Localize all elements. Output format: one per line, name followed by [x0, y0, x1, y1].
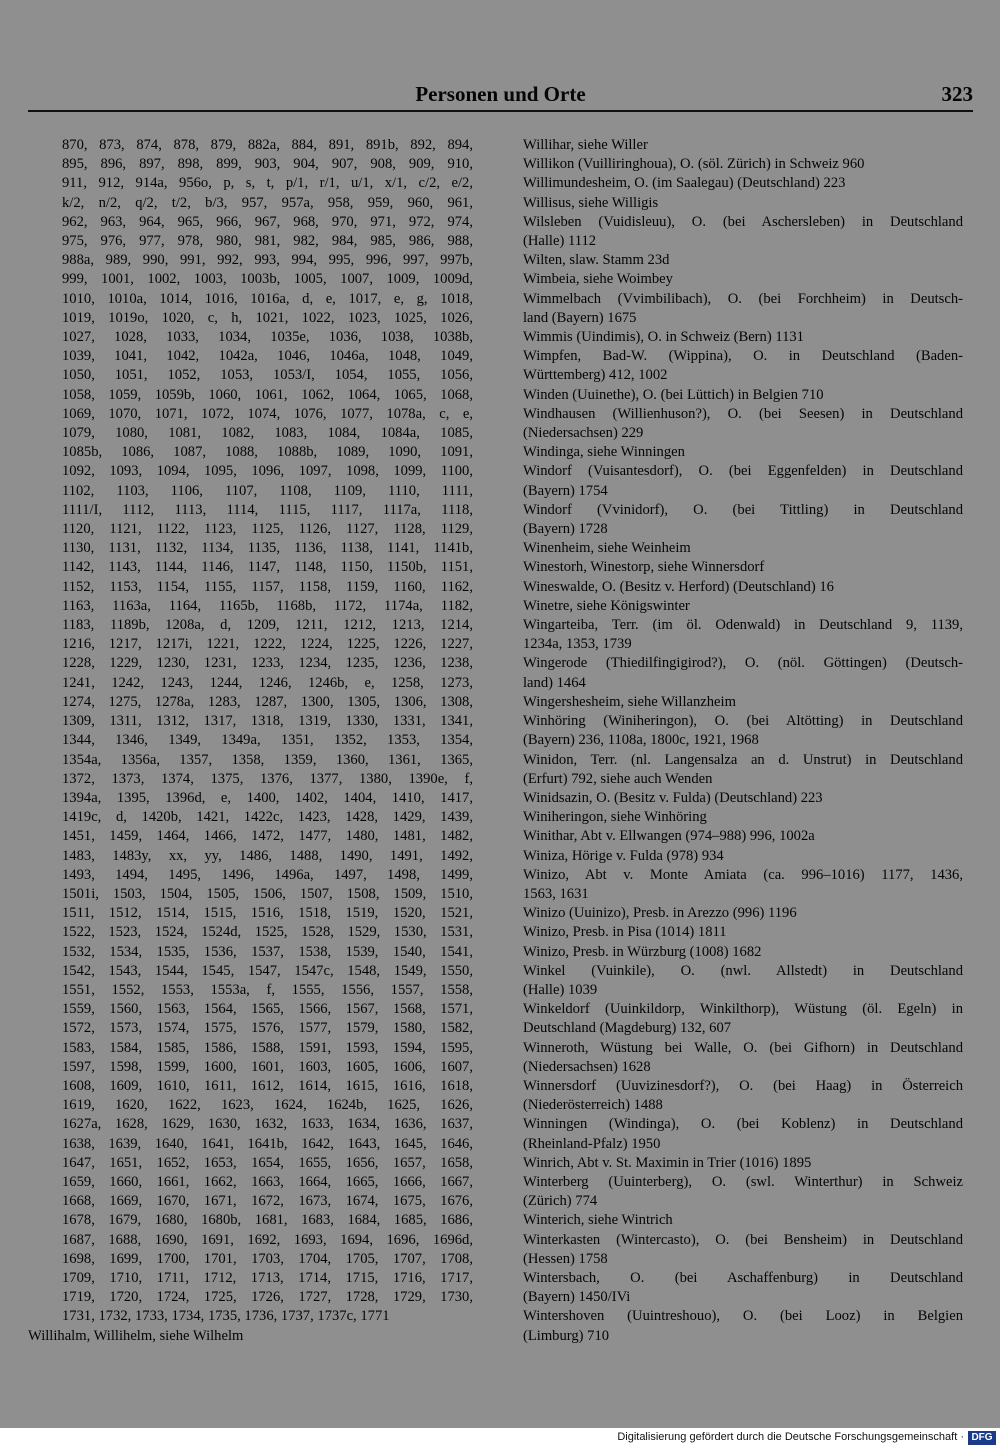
- reference-numbers-line: 1687, 1688, 1690, 1691, 1692, 1693, 1694, 1696, 1696d,: [62, 1231, 473, 1248]
- index-entry: [523, 213, 963, 251]
- index-entry-line: 1563, 1631: [523, 885, 589, 902]
- index-entry: [523, 347, 963, 385]
- reference-numbers-line: 1559, 1560, 1563, 1564, 1565, 1566, 1567, 1568, 1571,: [62, 1001, 473, 1018]
- index-entry-line: (Niedersachsen) 1628: [523, 1058, 651, 1075]
- reference-numbers-line: 1483, 1483y, xx, yy, 1486, 1488, 1490, 1491, 1492,: [62, 847, 473, 864]
- index-entry-line: (Niederösterreich) 1488: [523, 1097, 663, 1114]
- index-entry: [523, 136, 963, 155]
- index-entry-line: land (Bayern) 1675: [523, 309, 637, 326]
- index-entry-line: Winterich, siehe Wintrich: [523, 1212, 673, 1229]
- index-entry-line: Wintershoven (Uuintreshouo), O. (bei Looz) in Belgien: [523, 1308, 963, 1325]
- index-entry-line: Winhöring (Winiheringon), O. (bei Altötting) in Deutschland: [523, 713, 963, 730]
- header-rule: [28, 110, 973, 112]
- reference-numbers-line: 1183, 1189b, 1208a, d, 1209, 1211, 1212, 1213, 1214,: [62, 617, 473, 634]
- reference-numbers-line: 895, 896, 897, 898, 899, 903, 904, 907, 908, 909, 910,: [62, 156, 473, 173]
- index-entry-line: Windorf (Vvinidorf), O. (bei Tittling) in Deutschland: [523, 501, 963, 518]
- index-entry: [523, 290, 963, 328]
- reference-numbers-line: 1532, 1534, 1535, 1536, 1537, 1538, 1539, 1540, 1541,: [62, 943, 473, 960]
- index-entry: [523, 751, 963, 789]
- reference-numbers-line: 1451, 1459, 1464, 1466, 1472, 1477, 1480, 1481, 1482,: [62, 828, 473, 845]
- index-entry-line: 1234a, 1353, 1739: [523, 636, 632, 653]
- index-entry-line: Winiza, Hörige v. Fulda (978) 934: [523, 847, 724, 864]
- reference-numbers-line: 1344, 1346, 1349, 1349a, 1351, 1352, 1353, 1354,: [62, 732, 473, 749]
- index-entry: [523, 1173, 963, 1211]
- index-entry-line: Winneroth, Wüstung bei Walle, O. (bei Gifhorn) in Deutschland: [523, 1039, 963, 1056]
- index-entry-line: (Zürich) 774: [523, 1193, 598, 1210]
- index-entry-line: Winningen (Windinga), O. (bei Koblenz) in Deutschland: [523, 1116, 963, 1133]
- reference-numbers-line: 1511, 1512, 1514, 1515, 1516, 1518, 1519, 1520, 1521,: [62, 905, 473, 922]
- index-entry-line: Willisus, siehe Willigis: [523, 194, 659, 211]
- reference-numbers-line: 1542, 1543, 1544, 1545, 1547, 1547c, 1548, 1549, 1550,: [62, 962, 473, 979]
- index-entry: [523, 654, 963, 692]
- reference-numbers-line: 1493, 1494, 1495, 1496, 1496a, 1497, 1498, 1499,: [62, 866, 473, 883]
- reference-numbers-line: 1419c, d, 1420b, 1421, 1422c, 1423, 1428, 1429, 1439,: [62, 809, 473, 826]
- reference-numbers-line: 1698, 1699, 1700, 1701, 1703, 1704, 1705, 1707, 1708,: [62, 1250, 473, 1267]
- reference-numbers-line: 1572, 1573, 1574, 1575, 1576, 1577, 1579, 1580, 1582,: [62, 1020, 473, 1037]
- index-entry-line: Winenheim, siehe Weinheim: [523, 540, 691, 557]
- index-entry-line: (Halle) 1112: [523, 233, 597, 250]
- index-entry-line: (Hessen) 1758: [523, 1250, 608, 1267]
- index-entry-line: Winestorh, Winestorp, siehe Winnersdorf: [523, 559, 765, 576]
- reference-numbers-line: 1522, 1523, 1524, 1524d, 1525, 1528, 1529, 1530, 1531,: [62, 924, 473, 941]
- index-entry: [523, 501, 963, 539]
- index-entry: [523, 1154, 963, 1173]
- page-number: 323: [941, 82, 973, 106]
- index-entry: [523, 923, 963, 942]
- index-entry-line: Winidsazin, O. (Besitz v. Fulda) (Deutschland) 223: [523, 789, 823, 806]
- index-entry-line: Wineswalde, O. (Besitz v. Herford) (Deutschland) 16: [523, 578, 834, 595]
- reference-numbers-line: 1719, 1720, 1724, 1725, 1726, 1727, 1728, 1729, 1730,: [62, 1289, 473, 1306]
- index-entry-line: (Rheinland-Pfalz) 1950: [523, 1135, 661, 1152]
- reference-numbers-line: 1731, 1732, 1733, 1734, 1735, 1736, 1737, 1737c, 1771: [62, 1308, 390, 1325]
- index-entry-line: Winkel (Vuinkile), O. (nwl. Allstedt) in Deutschland: [523, 962, 963, 979]
- reference-numbers-line: 1619, 1620, 1622, 1623, 1624, 1624b, 1625, 1626,: [62, 1097, 473, 1114]
- reference-numbers-line: 1216, 1217, 1217i, 1221, 1222, 1224, 1225, 1226, 1227,: [62, 636, 473, 653]
- index-entry-line: Wimpfen, Bad-W. (Wippina), O. in Deutschland (Baden-: [523, 348, 963, 365]
- reference-numbers-line: 1274, 1275, 1278a, 1283, 1287, 1300, 1305, 1306, 1308,: [62, 693, 473, 710]
- index-entry: [523, 1077, 963, 1115]
- index-entry-line: Wingershesheim, siehe Willanzheim: [523, 693, 736, 710]
- index-entry: [523, 1269, 963, 1307]
- reference-numbers-line: k/2, n/2, q/2, t/2, b/3, 957, 957a, 958, 959, 960, 961,: [62, 194, 473, 211]
- dfg-logo: DFG: [968, 1431, 996, 1445]
- reference-numbers-line: 911, 912, 914a, 956o, p, s, t, p/1, r/1, u/1, x/1, c/2, e/2,: [62, 175, 473, 192]
- reference-numbers-line: 1019, 1019o, 1020, c, h, 1021, 1022, 1023, 1025, 1026,: [62, 309, 473, 326]
- index-entry: [523, 155, 963, 174]
- reference-numbers-line: 1010, 1010a, 1014, 1016, 1016a, d, e, 1017, e, g, 1018,: [62, 290, 473, 307]
- reference-numbers-line: 1111/I, 1112, 1113, 1114, 1115, 1117, 1117a, 1118,: [62, 501, 473, 518]
- index-entry-line: Willihar, siehe Willer: [523, 137, 648, 153]
- reference-numbers-line: 1583, 1584, 1585, 1586, 1588, 1591, 1593, 1594, 1595,: [62, 1039, 473, 1056]
- index-entry-line: Windorf (Vuisantesdorf), O. (bei Eggenfelden) in Deutschland: [523, 463, 963, 480]
- index-entry-line: Winizo, Presb. in Pisa (1014) 1811: [523, 924, 727, 941]
- index-entry-line: (Erfurt) 792, siehe auch Wenden: [523, 770, 713, 787]
- index-entry-line: Wingerode (Thiedilfingigirod?), O. (nöl. Göttingen) (Deutsch-: [523, 655, 963, 672]
- index-entry-line: Winizo, Abt v. Monte Amiata (ca. 996–1016) 1177, 1436,: [523, 866, 963, 883]
- page-header: [28, 80, 973, 110]
- index-entry-line: Deutschland (Magdeburg) 132, 607: [523, 1020, 732, 1037]
- reference-numbers-line: 1058, 1059, 1059b, 1060, 1061, 1062, 1064, 1065, 1068,: [62, 386, 473, 403]
- index-entry-line: Wingarteiba, Terr. (im öl. Odenwald) in Deutschland 9, 1139,: [523, 617, 963, 634]
- index-entry: [523, 1231, 963, 1269]
- reference-numbers-line: 1130, 1131, 1132, 1134, 1135, 1136, 1138, 1141, 1141b,: [62, 540, 473, 557]
- reference-numbers-line: 1659, 1660, 1661, 1662, 1663, 1664, 1665, 1666, 1667,: [62, 1173, 473, 1190]
- index-entry: [523, 558, 963, 577]
- reference-numbers-line: 988a, 989, 990, 991, 992, 993, 994, 995, 996, 997, 997b,: [62, 252, 473, 269]
- index-entry-line: Winterberg (Uuinterberg), O. (swl. Winterthur) in Schweiz: [523, 1173, 963, 1190]
- reference-numbers-line: 1372, 1373, 1374, 1375, 1376, 1377, 1380, 1390e, f,: [62, 770, 473, 787]
- index-entry-line: Willikon (Vuilliringhoua), O. (söl. Zürich) in Schweiz 960: [523, 156, 865, 173]
- reference-numbers-line: 870, 873, 874, 878, 879, 882a, 884, 891, 891b, 892, 894,: [62, 137, 473, 153]
- index-entry-line: (Bayern) 236, 1108a, 1800c, 1921, 1968: [523, 732, 759, 749]
- index-entry-line: Winidon, Terr. (nl. Langensalza an d. Unstrut) in Deutschland: [523, 751, 963, 768]
- index-entry-line: Winiheringon, siehe Winhöring: [523, 809, 707, 826]
- reference-numbers-line: 1050, 1051, 1052, 1053, 1053/I, 1054, 1055, 1056,: [62, 367, 473, 384]
- index-entry: [523, 616, 963, 654]
- index-entry-line: Winterkasten (Wintercasto), O. (bei Bensheim) in Deutschland: [523, 1231, 963, 1248]
- reference-numbers-line: 1079, 1080, 1081, 1082, 1083, 1084, 1084a, 1085,: [62, 425, 473, 442]
- index-entry-line: (Bayern) 1754: [523, 482, 608, 499]
- index-entry-line: (Halle) 1039: [523, 981, 598, 998]
- index-entry: [523, 1211, 963, 1230]
- reference-numbers-line: 1597, 1598, 1599, 1600, 1601, 1603, 1605, 1606, 1607,: [62, 1058, 473, 1075]
- reference-numbers-line: 1120, 1121, 1122, 1123, 1125, 1126, 1127, 1128, 1129,: [62, 521, 473, 538]
- index-entry-line: Wimbeia, siehe Woimbey: [523, 271, 673, 288]
- index-entry: [523, 386, 963, 405]
- index-entry: [523, 847, 963, 866]
- footer-bar: [0, 1428, 1000, 1448]
- index-entry: [523, 443, 963, 462]
- index-entry: [523, 597, 963, 616]
- index-entry: [523, 904, 963, 923]
- index-entry-line: (Niedersachsen) 229: [523, 425, 644, 442]
- reference-numbers-line: 1039, 1041, 1042, 1042a, 1046, 1046a, 1048, 1049,: [62, 348, 473, 365]
- index-entry-line: Wimmis (Uindimis), O. in Schweiz (Bern) 1131: [523, 329, 804, 346]
- reference-numbers-line: 1647, 1651, 1652, 1653, 1654, 1655, 1656, 1657, 1658,: [62, 1154, 473, 1171]
- index-entry-line: Windhausen (Willienhuson?), O. (bei Seesen) in Deutschland: [523, 405, 963, 422]
- index-entry: [523, 578, 963, 597]
- index-entry: Willihalm, Willihelm, siehe Wilhelm: [28, 1327, 244, 1344]
- reference-numbers-line: 1608, 1609, 1610, 1611, 1612, 1614, 1615, 1616, 1618,: [62, 1077, 473, 1094]
- reference-numbers-line: 1085b, 1086, 1087, 1088, 1088b, 1089, 1090, 1091,: [62, 444, 473, 461]
- index-entry: [523, 827, 963, 846]
- index-entry-line: Windinga, siehe Winningen: [523, 444, 685, 461]
- index-entry-line: Winnersdorf (Uuvizinesdorf?), O. (bei Haag) in Österreich: [523, 1077, 963, 1094]
- index-entry: [523, 1115, 963, 1153]
- reference-numbers-line: 1027, 1028, 1033, 1034, 1035e, 1036, 1038, 1038b,: [62, 329, 473, 346]
- reference-numbers-line: 1069, 1070, 1071, 1072, 1074, 1076, 1077, 1078a, c, e,: [62, 405, 473, 422]
- reference-numbers-line: 1228, 1229, 1230, 1231, 1233, 1234, 1235, 1236, 1238,: [62, 655, 473, 672]
- index-entry-line: Wilten, slaw. Stamm 23d: [523, 252, 670, 269]
- index-entry-line: Winrich, Abt v. St. Maximin in Trier (1016) 1895: [523, 1154, 812, 1171]
- index-entry: [523, 712, 963, 750]
- index-entry-line: Winizo, Presb. in Würzburg (1008) 1682: [523, 943, 762, 960]
- index-entry: [523, 1307, 963, 1345]
- reference-numbers-line: 1551, 1552, 1553, 1553a, f, 1555, 1556, 1557, 1558,: [62, 981, 473, 998]
- index-entry: [523, 270, 963, 289]
- index-entry: [523, 866, 963, 904]
- index-entry: [523, 194, 963, 213]
- index-entry: [523, 808, 963, 827]
- reference-numbers-line: 1092, 1093, 1094, 1095, 1096, 1097, 1098, 1099, 1100,: [62, 463, 473, 480]
- index-entry-line: Winizo (Uuinizo), Presb. in Arezzo (996) 1196: [523, 905, 797, 922]
- index-entry-line: Willimundesheim, O. (im Saalegau) (Deutschland) 223: [523, 175, 846, 192]
- index-entry-line: (Limburg) 710: [523, 1327, 610, 1344]
- index-entry: [523, 1000, 963, 1038]
- index-entry-line: Winetre, siehe Königswinter: [523, 597, 690, 614]
- reference-numbers-line: 1394a, 1395, 1396d, e, 1400, 1402, 1404, 1410, 1417,: [62, 789, 473, 806]
- index-entry-line: Winden (Uuinethe), O. (bei Lüttich) in Belgien 710: [523, 386, 824, 403]
- reference-numbers-line: 1152, 1153, 1154, 1155, 1157, 1158, 1159, 1160, 1162,: [62, 578, 473, 595]
- left-column: [28, 136, 473, 1346]
- index-entry: [523, 462, 963, 500]
- index-entry-line: (Bayern) 1450/IVi: [523, 1289, 631, 1306]
- index-entry: [523, 539, 963, 558]
- index-entry: [523, 1039, 963, 1077]
- reference-numbers-line: 1354a, 1356a, 1357, 1358, 1359, 1360, 1361, 1365,: [62, 751, 473, 768]
- index-entry: [523, 251, 963, 270]
- reference-numbers-line: 975, 976, 977, 978, 980, 981, 982, 984, 985, 986, 988,: [62, 233, 473, 250]
- reference-numbers-line: 1638, 1639, 1640, 1641, 1641b, 1642, 1643, 1645, 1646,: [62, 1135, 473, 1152]
- reference-numbers-line: 1241, 1242, 1243, 1244, 1246, 1246b, e, 1258, 1273,: [62, 674, 473, 691]
- index-entry-line: Wimmelbach (Vvimbilibach), O. (bei Forchheim) in Deutsch-: [523, 290, 963, 307]
- index-entry: [523, 174, 963, 193]
- index-entry: [523, 328, 963, 347]
- reference-numbers-line: 1163, 1163a, 1164, 1165b, 1168b, 1172, 1174a, 1182,: [62, 597, 473, 614]
- index-entry-line: land) 1464: [523, 674, 586, 691]
- index-entry-line: Wilsleben (Vuidisleuu), O. (bei Aschersleben) in Deutschland: [523, 213, 963, 230]
- reference-numbers-line: 1668, 1669, 1670, 1671, 1672, 1673, 1674, 1675, 1676,: [62, 1193, 473, 1210]
- index-entry-line: (Bayern) 1728: [523, 521, 608, 538]
- reference-numbers-line: 962, 963, 964, 965, 966, 967, 968, 970, 971, 972, 974,: [62, 213, 473, 230]
- reference-numbers-line: 1678, 1679, 1680, 1680b, 1681, 1683, 1684, 1685, 1686,: [62, 1212, 473, 1229]
- reference-numbers-line: 1627a, 1628, 1629, 1630, 1632, 1633, 1634, 1636, 1637,: [62, 1116, 473, 1133]
- index-entry-line: Württemberg) 412, 1002: [523, 367, 668, 384]
- index-entry-line: Winithar, Abt v. Ellwangen (974–988) 996, 1002a: [523, 828, 815, 845]
- reference-numbers-line: 1102, 1103, 1106, 1107, 1108, 1109, 1110, 1111,: [62, 482, 473, 499]
- index-entry-line: Winkeldorf (Uuinkildorp, Winkilthorp), Wüstung (öl. Egeln) in: [523, 1001, 963, 1018]
- reference-numbers-line: 1309, 1311, 1312, 1317, 1318, 1319, 1330, 1331, 1341,: [62, 713, 473, 730]
- right-column: [523, 136, 963, 1346]
- index-entry: [523, 943, 963, 962]
- index-entry: [523, 962, 963, 1000]
- page-title: Personen und Orte: [415, 82, 586, 106]
- reference-numbers-line: 1501i, 1503, 1504, 1505, 1506, 1507, 1508, 1509, 1510,: [62, 885, 473, 902]
- index-entry: [523, 693, 963, 712]
- reference-numbers-line: 1142, 1143, 1144, 1146, 1147, 1148, 1150, 1150b, 1151,: [62, 559, 473, 576]
- funding-credit: Digitalisierung gefördert durch die Deutsche Forschungsgemeinschaft ·: [617, 1431, 964, 1443]
- index-entry: [523, 789, 963, 808]
- index-entry: [523, 405, 963, 443]
- reference-numbers-line: 999, 1001, 1002, 1003, 1003b, 1005, 1007, 1009, 1009d,: [62, 271, 473, 288]
- index-entry-line: Wintersbach, O. (bei Aschaffenburg) in Deutschland: [523, 1269, 963, 1286]
- reference-numbers-line: 1709, 1710, 1711, 1712, 1713, 1714, 1715, 1716, 1717,: [62, 1269, 473, 1286]
